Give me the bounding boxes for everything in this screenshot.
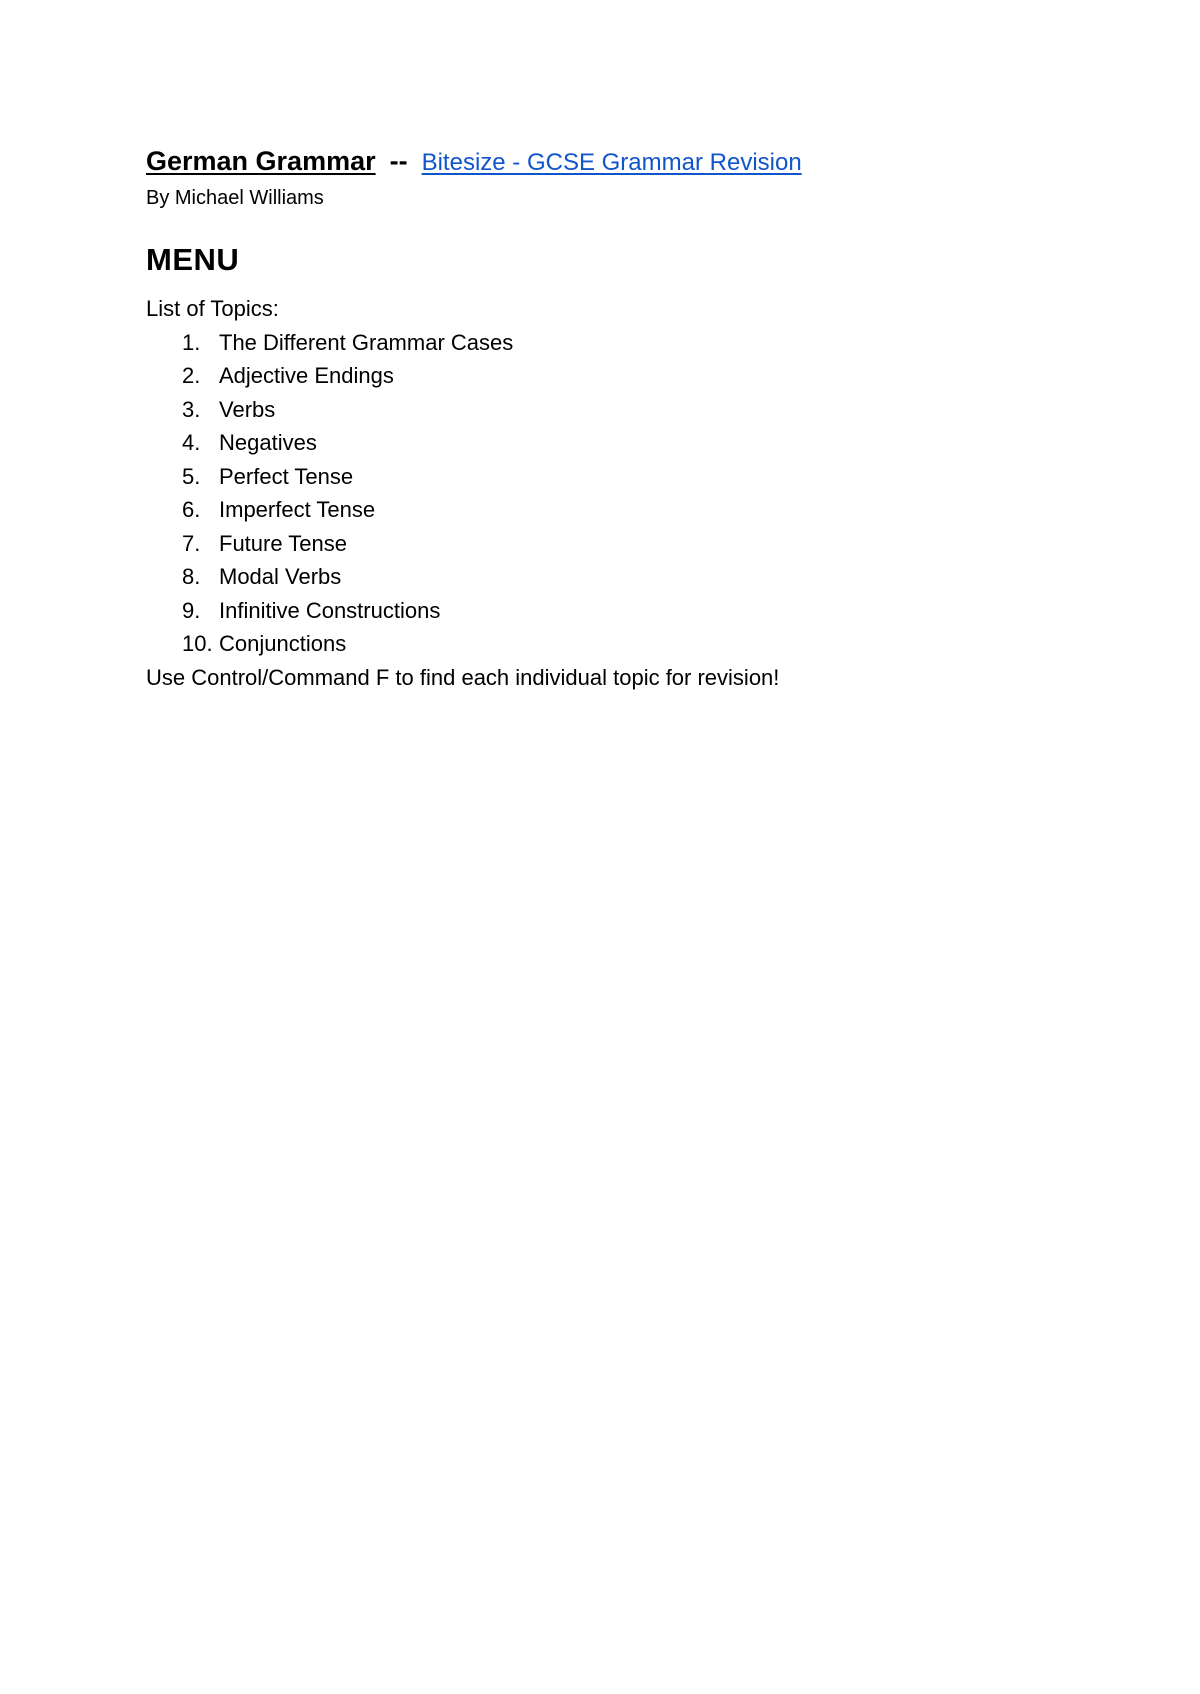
topic-label: Modal Verbs xyxy=(219,564,342,589)
title-separator: -- xyxy=(389,146,408,176)
topic-label: The Different Grammar Cases xyxy=(219,329,514,355)
topic-item xyxy=(146,359,1106,393)
topic-item xyxy=(146,393,1106,427)
topic-number: 6. xyxy=(182,497,201,522)
topic-number: 7. xyxy=(182,530,201,556)
topic-label: Adjective Endings xyxy=(219,363,394,388)
topic-item xyxy=(146,560,1106,594)
topic-item xyxy=(146,426,1106,460)
topic-item xyxy=(146,326,1106,360)
topic-number: 4. xyxy=(182,430,201,455)
topic-number: 10. xyxy=(182,631,213,656)
topic-number: 3. xyxy=(182,396,201,422)
topic-label: Infinitive Constructions xyxy=(219,597,441,623)
topics-intro: List of Topics: xyxy=(146,296,279,321)
topic-label: Conjunctions xyxy=(219,631,347,656)
topic-item xyxy=(146,527,1106,561)
title-line xyxy=(146,146,1106,182)
topic-number: 8. xyxy=(182,564,201,589)
document-title: German Grammar xyxy=(146,146,376,176)
topic-label: Negatives xyxy=(219,430,317,455)
topic-number: 9. xyxy=(182,597,201,623)
menu-heading: MENU xyxy=(146,242,240,277)
topic-label: Verbs xyxy=(219,396,276,422)
topic-number: 1. xyxy=(182,329,201,355)
topic-item xyxy=(146,460,1106,494)
topic-label: Imperfect Tense xyxy=(219,497,376,522)
revision-instruction: Use Control/Command F to find each individual topic for revision! xyxy=(146,664,780,690)
topic-label: Future Tense xyxy=(219,530,348,556)
topic-label: Perfect Tense xyxy=(219,463,354,489)
document-content xyxy=(146,146,1106,694)
topic-item xyxy=(146,627,1106,661)
topic-list xyxy=(146,326,1106,661)
author-byline: By Michael Williams xyxy=(146,187,324,209)
topic-item xyxy=(146,493,1106,527)
topic-number: 5. xyxy=(182,463,201,489)
topic-item xyxy=(146,594,1106,628)
bitesize-link[interactable]: Bitesize - GCSE Grammar Revision xyxy=(421,149,802,176)
topic-number: 2. xyxy=(182,363,201,388)
